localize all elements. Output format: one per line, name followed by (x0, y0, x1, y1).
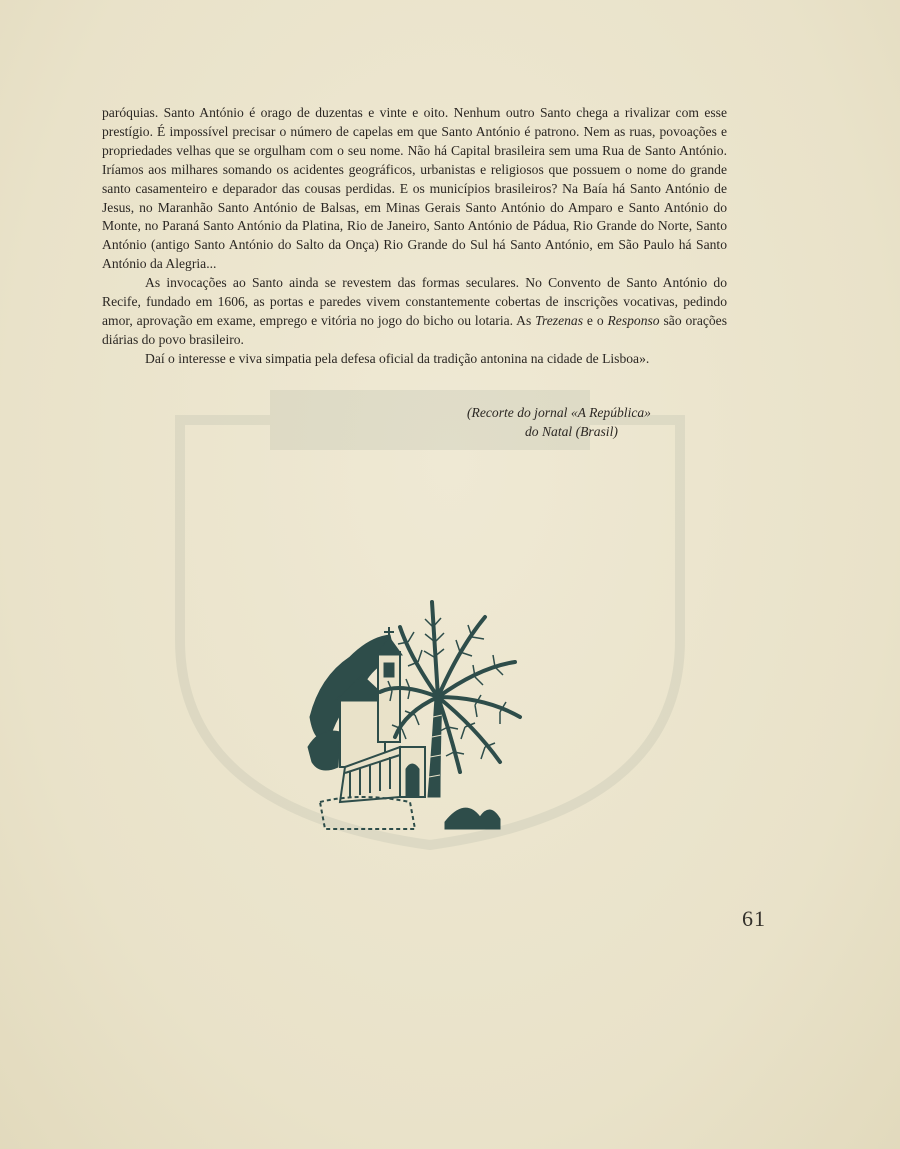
paragraph-3: Daí o interesse e viva simpatia pela defesa oficial da tradição antonina na cidade de Lisboa». (145, 350, 650, 366)
source-citation-line-2: do Natal (Brasil) (525, 424, 618, 439)
responso-term: Responso (607, 312, 660, 328)
article-text (102, 104, 727, 369)
paragraph-2: As invocações ao Santo ainda se revestem das formas seculares. No Convento de Santo António do Recife, fundado em 1606, as portas e paredes vivem constantemente cobertas de inscrições vocativas, pedindo amor, aprovação em exame, emprego e vitória no jogo do bicho ou lotaria. As Trezenas e o Responso são orações diárias do povo brasileiro. (102, 275, 728, 347)
source-citation-line-1: (Recorte do jornal «A República» (467, 405, 651, 420)
paragraph-1: paróquias. Santo António é orago de duzentas e vinte e oito. Nenhum outro Santo chega a rivalizar com esse prestígio. É impossível precisar o número de capelas em que Santo António é patrono. Nem as ruas, povoações e propriedades velhas que se orgulham com o seu nome. Não há Capital brasileira sem uma Rua de Santo António. Iríamos aos milhares somando os acidentes geográficos, urbanistas e religiosos que possuem o nome do grande santo casamenteiro e deparador das cousas perdidas. E os municípios brasileiros? Na Baía há Santo António de Jesus, no Maranhão Santo António de Balsas, em Minas Gerais Santo António do Amparo e Santo António do Monte, no Paraná Santo António da Platina, Rio de Janeiro, Santo António de Pádua, Rio Grande do Norte, Santo António (antigo Santo António do Salto da Onça) Rio Grande do Sul há Santo António, em São Paulo há Santo António da Alegria... (102, 105, 727, 272)
church-with-palm-tree-icon (300, 597, 525, 833)
page-number: 61 (742, 906, 766, 931)
trezenas-term: Trezenas (535, 312, 584, 328)
